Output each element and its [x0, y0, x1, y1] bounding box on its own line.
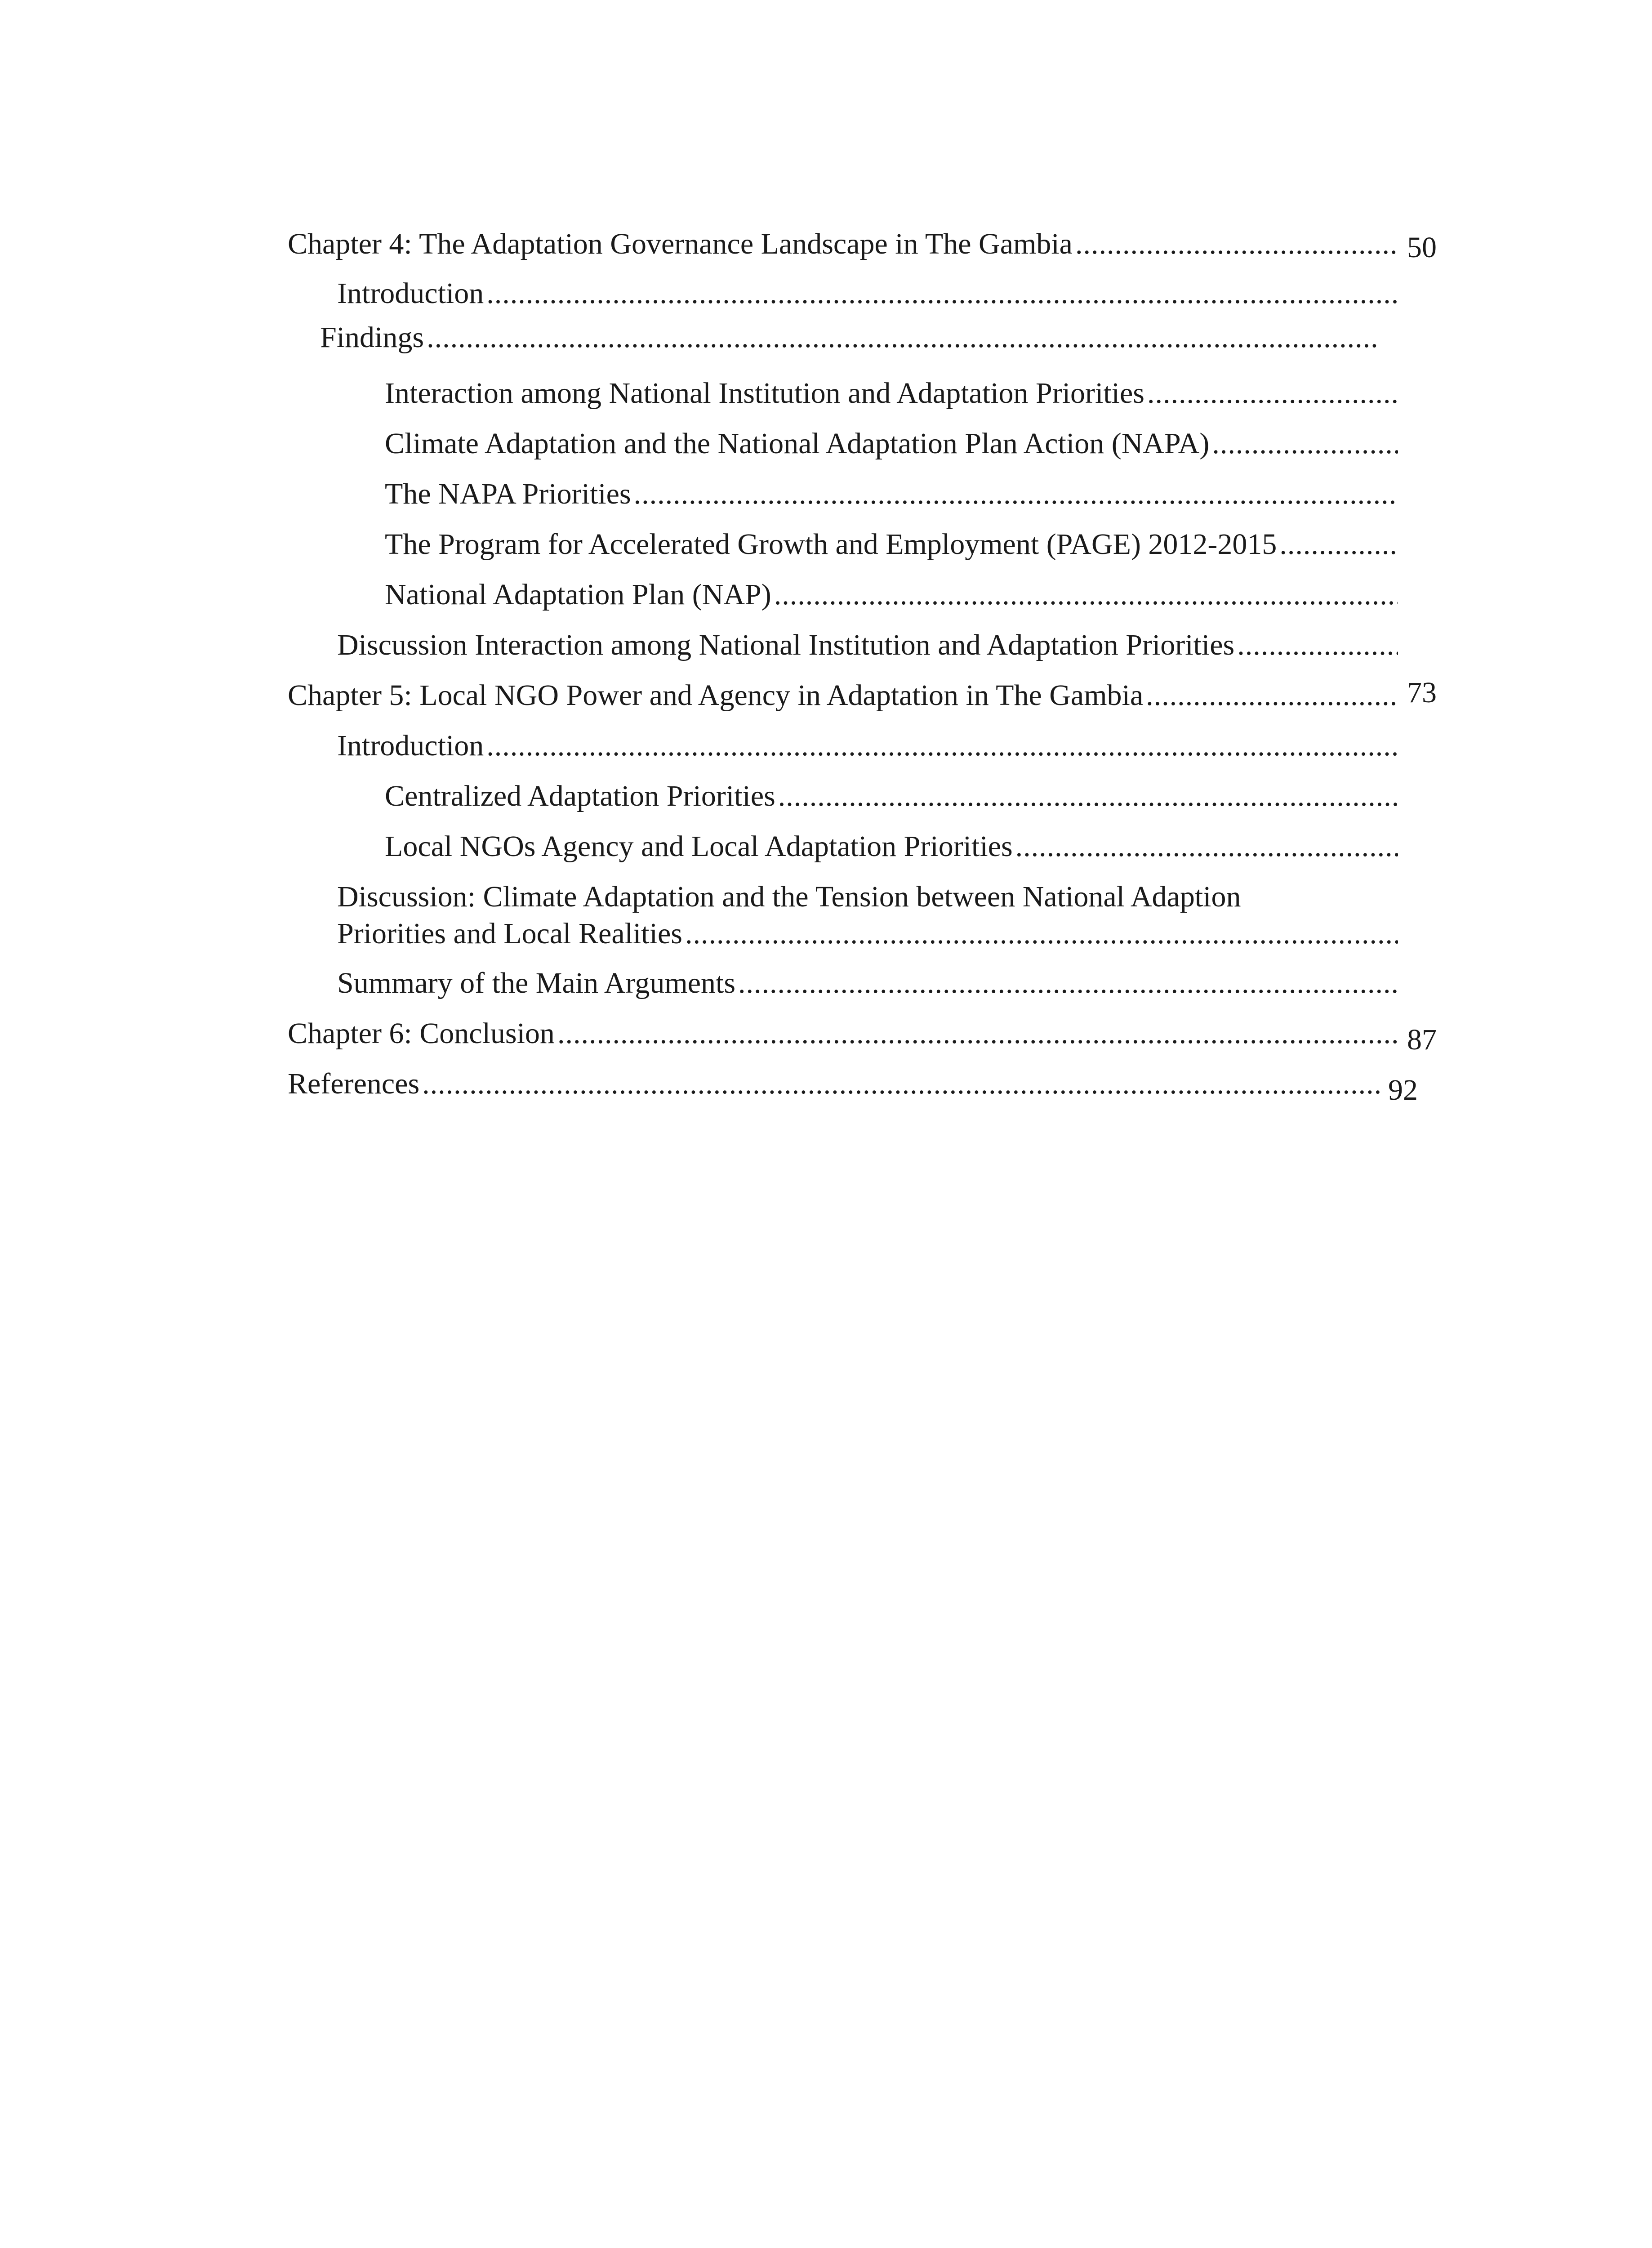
dot-leader [685, 919, 1398, 949]
toc-entry-introduction-ch5[interactable] [337, 731, 1398, 761]
toc-entry-chapter-5[interactable] [288, 681, 1398, 710]
dot-leader [778, 781, 1398, 811]
toc-entry-label: Chapter 4: The Adaptation Governance Landscape in The Gambia [288, 227, 1073, 260]
toc-page-number: 87 [1407, 1023, 1437, 1056]
dot-leader [427, 323, 1380, 352]
toc-entry-label: Introduction [337, 277, 484, 310]
dot-leader [634, 479, 1398, 509]
dot-leader [1147, 379, 1398, 408]
dot-leader [1015, 832, 1398, 861]
dot-leader [1279, 530, 1398, 559]
dot-leader [422, 1069, 1380, 1099]
dot-leader [738, 968, 1398, 998]
toc-entry-discussion-tension[interactable] [337, 882, 1398, 949]
toc-entry-label: Interaction among National Institution and Adaptation Priorities [385, 377, 1144, 410]
toc-entry-label: Findings [320, 321, 424, 354]
toc-entry-label: Summary of the Main Arguments [337, 967, 736, 999]
toc-entry-references[interactable] [288, 1069, 1380, 1099]
toc-entry-label: References [288, 1067, 420, 1100]
toc-entry-findings[interactable] [320, 323, 1380, 352]
dot-leader [1212, 429, 1398, 459]
dot-leader [1075, 229, 1398, 259]
toc-entry-label: Chapter 6: Conclusion [288, 1017, 555, 1050]
toc-entry-napa-priorities[interactable] [385, 479, 1398, 509]
toc-page-number: 92 [1388, 1074, 1418, 1106]
toc-entry-page-program[interactable] [385, 530, 1398, 559]
dot-leader [1146, 681, 1398, 710]
toc-page-number: 50 [1407, 231, 1437, 264]
toc-entry-local-ngos-agency[interactable] [385, 832, 1398, 861]
dot-leader [1237, 630, 1398, 660]
toc-entry-summary-arguments[interactable] [337, 968, 1398, 998]
toc-entry-chapter-6[interactable] [288, 1019, 1398, 1048]
toc-entry-label: Centralized Adaptation Priorities [385, 780, 775, 812]
toc-entry-label: Priorities and Local Realities [337, 917, 682, 950]
toc-entry-discussion-interaction[interactable] [337, 630, 1398, 660]
toc-entry-label: Discussion Interaction among National Institution and Adaptation Priorities [337, 629, 1235, 661]
toc-entry-chapter-4[interactable] [288, 229, 1398, 259]
toc-entry-introduction[interactable] [337, 279, 1398, 308]
dot-leader [486, 731, 1398, 761]
toc-entry-label: Climate Adaptation and the National Adaptation Plan Action (NAPA) [385, 427, 1210, 460]
toc-entry-label: Chapter 5: Local NGO Power and Agency in Adaptation in The Gambia [288, 679, 1144, 712]
toc-entry-national-adaptation-plan[interactable] [385, 580, 1398, 610]
toc-entry-label: The Program for Accelerated Growth and Employment (PAGE) 2012-2015 [385, 528, 1277, 561]
toc-entry-label: Introduction [337, 729, 484, 762]
toc-entry-label: Local NGOs Agency and Local Adaptation Priorities [385, 830, 1013, 863]
toc-entry-label: National Adaptation Plan (NAP) [385, 578, 771, 611]
dot-leader [557, 1019, 1398, 1048]
dot-leader [774, 580, 1398, 610]
toc-page-number: 73 [1407, 676, 1437, 709]
toc-entry-climate-adaptation-napa[interactable] [385, 429, 1398, 459]
dot-leader [486, 279, 1398, 308]
toc-entry-interaction-national-institution[interactable] [385, 379, 1398, 408]
toc-entry-label: The NAPA Priorities [385, 477, 631, 510]
toc-entry-label-line1: Discussion: Climate Adaptation and the Tension between National Adaption [337, 880, 1241, 913]
toc-entry-centralized-priorities[interactable] [385, 781, 1398, 811]
